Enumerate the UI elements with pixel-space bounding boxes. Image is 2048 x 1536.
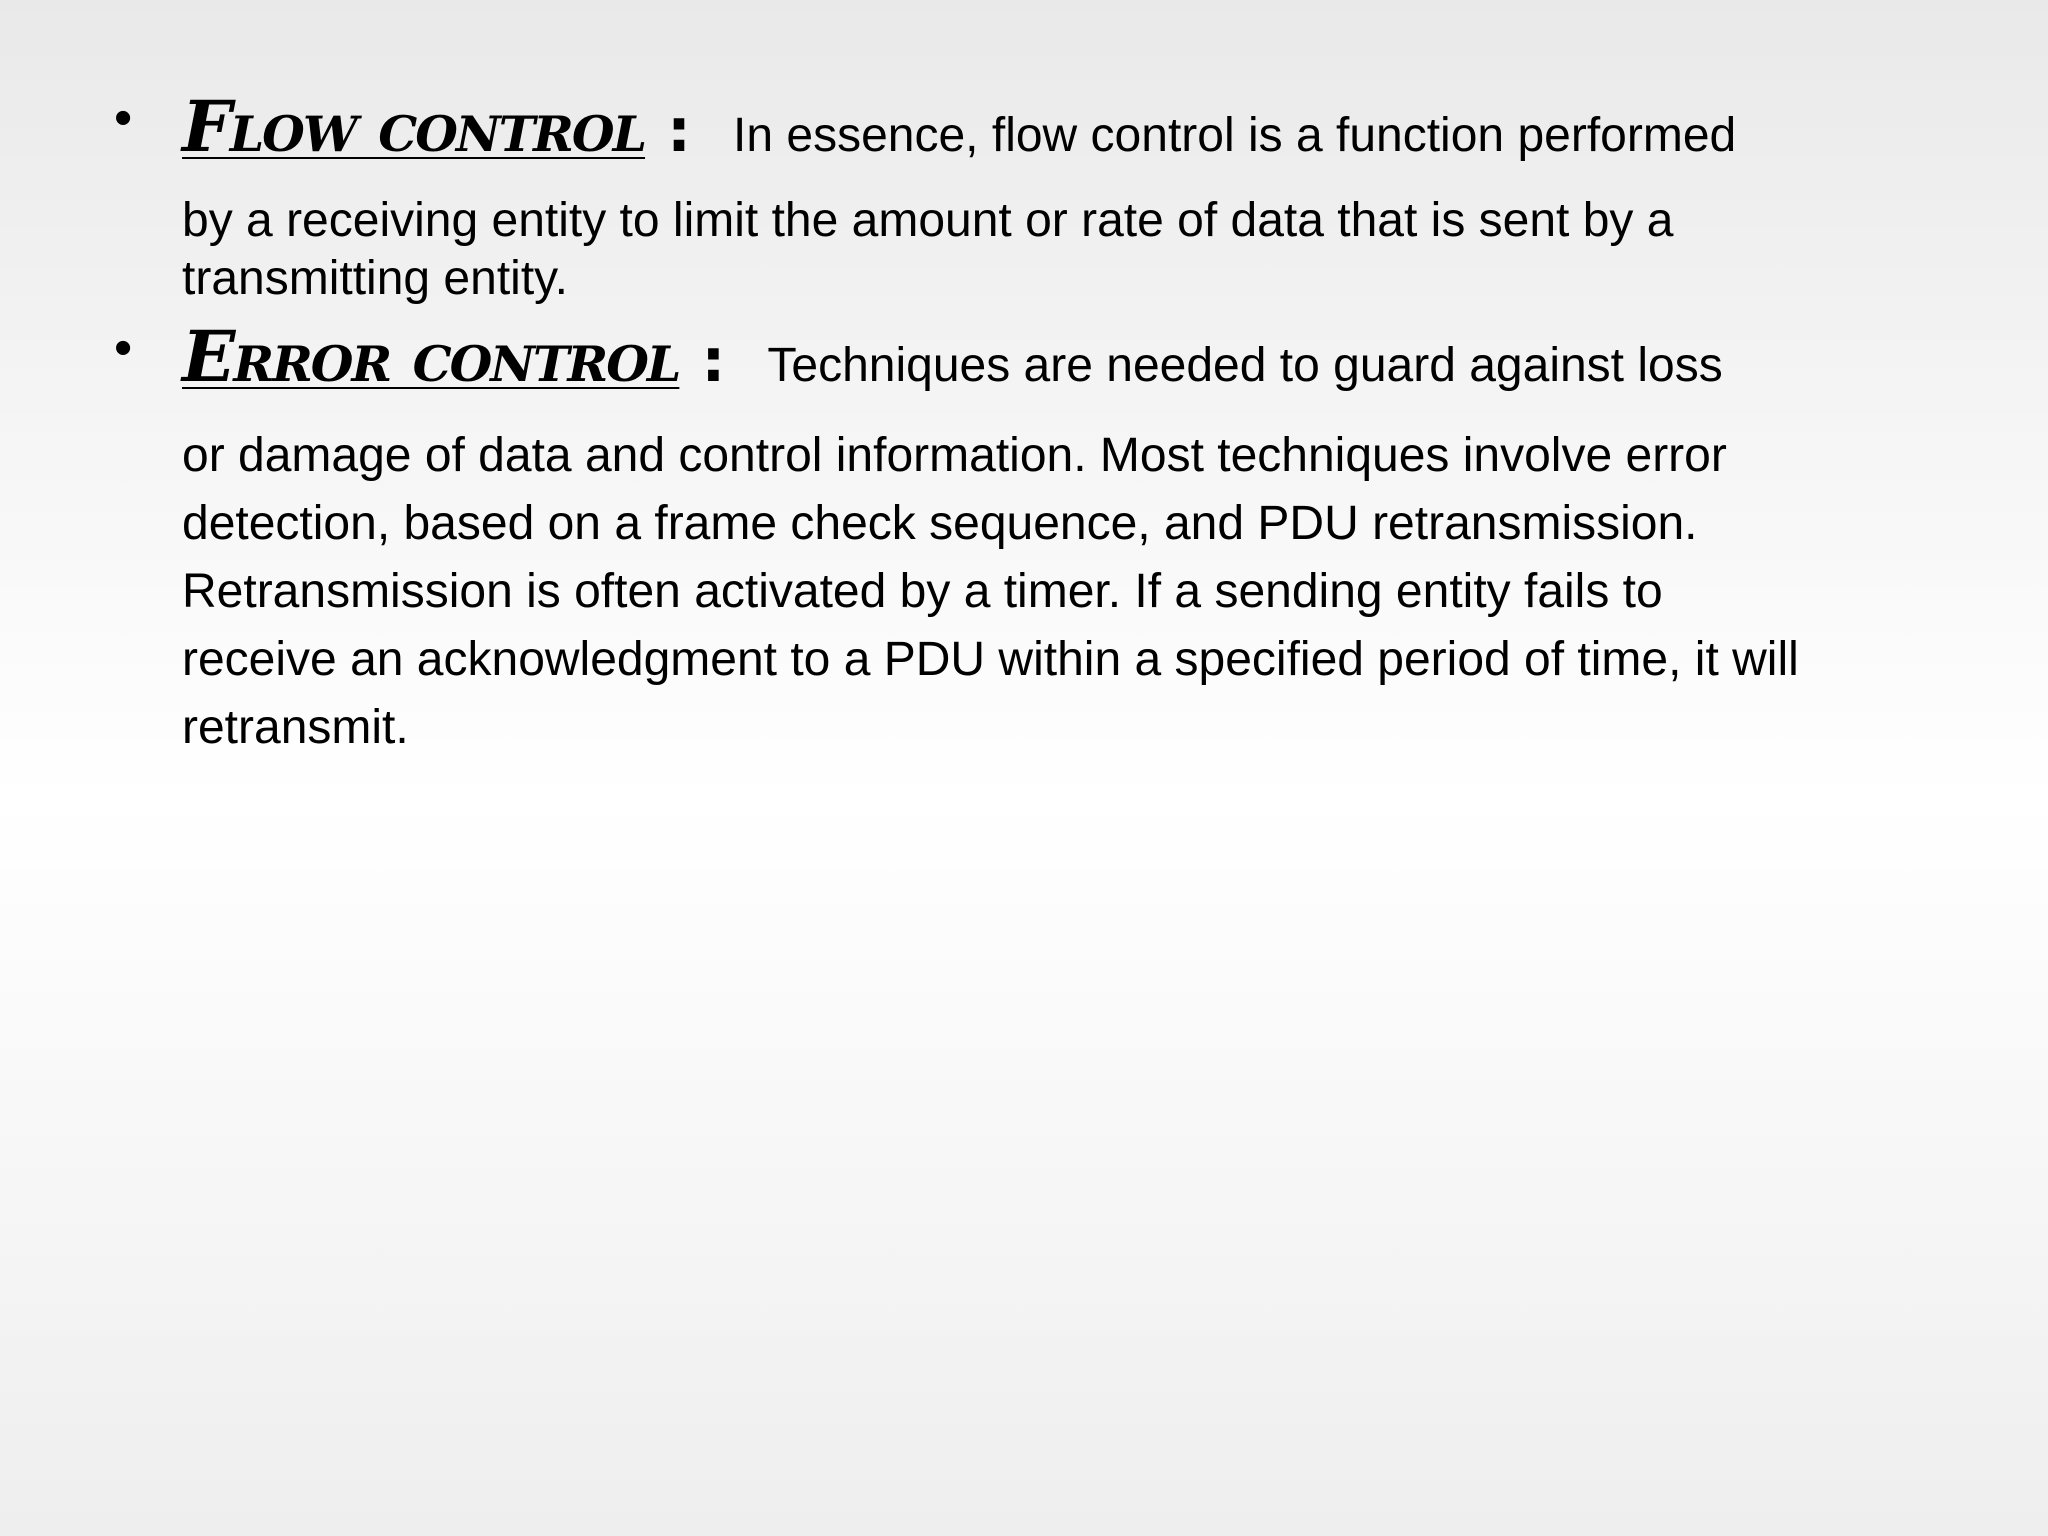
description-line: transmitting entity.: [182, 252, 568, 305]
term-error-control: Error control: [182, 315, 680, 398]
description-line: retransmit.: [182, 701, 409, 754]
bullet-lead-line: [182, 312, 1902, 422]
bullet-dot: •: [114, 89, 133, 147]
description-line: detection, based on a frame check sequence, and PDU retransmission.: [182, 497, 1698, 550]
description-first-line: Techniques are needed to guard against loss: [767, 339, 1723, 392]
bullet-lead-line: [182, 82, 1902, 192]
bullet-dot: •: [114, 319, 133, 377]
bullet-flow-control: [114, 82, 1902, 308]
bullet-error-control: [114, 312, 1902, 762]
description-line: or damage of data and control information. Most techniques involve error: [182, 429, 1727, 482]
term-flow-control: Flow control: [182, 85, 646, 168]
description-line: receive an acknowledgment to a PDU within a specified period of time, it will: [182, 633, 1799, 686]
term-colon: :: [667, 96, 692, 166]
description-first-line: In essence, flow control is a function performed: [733, 109, 1737, 162]
description-line: Retransmission is often activated by a timer. If a sending entity fails to: [182, 565, 1663, 618]
description-line: by a receiving entity to limit the amount or rate of data that is sent by a: [182, 194, 1674, 247]
term-colon: :: [701, 326, 726, 396]
